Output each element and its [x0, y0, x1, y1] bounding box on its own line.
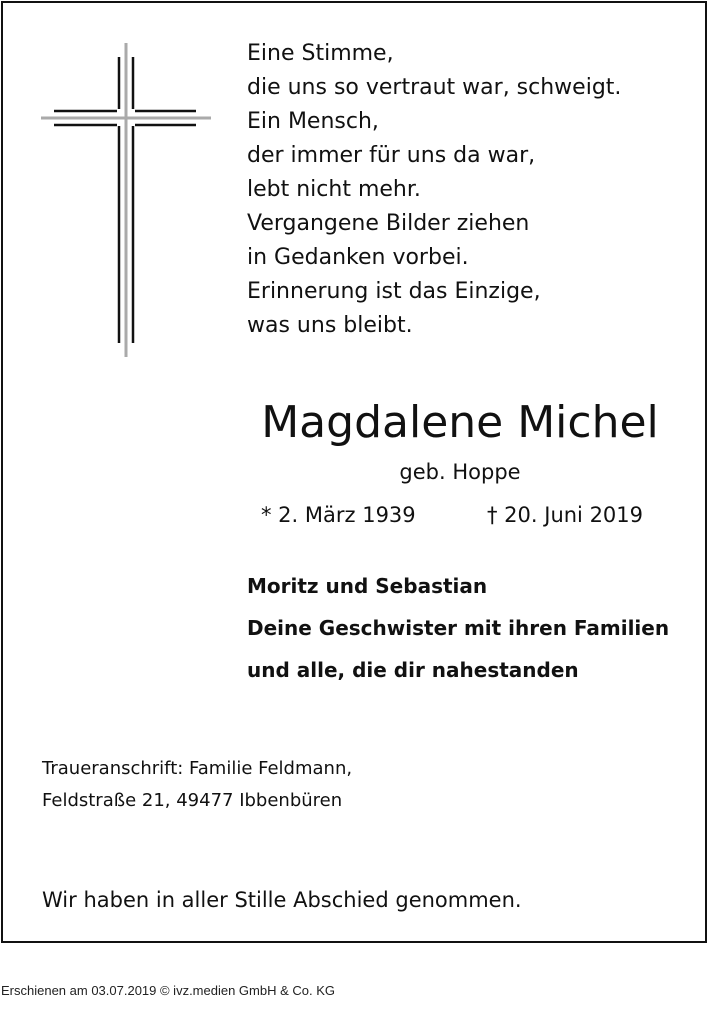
mourner-line: Deine Geschwister mit ihren Familien: [247, 616, 670, 640]
poem-line: Erinnerung ist das Einzige,: [247, 279, 541, 304]
poem-line: in Gedanken vorbei.: [247, 245, 469, 270]
maiden-name: geb. Hoppe: [399, 460, 521, 484]
farewell-note: Wir haben in aller Stille Abschied genommen.: [42, 888, 522, 912]
obituary-frame: [1, 1, 707, 943]
death-date: † 20. Juni 2019: [487, 503, 644, 527]
mourner-line: Moritz und Sebastian: [247, 574, 488, 598]
poem-line: Vergangene Bilder ziehen: [247, 211, 530, 236]
poem-line: was uns bleibt.: [247, 313, 413, 338]
cross-icon: [41, 43, 211, 357]
birth-date: * 2. März 1939: [261, 503, 416, 527]
poem: [247, 37, 621, 343]
poem-line: Ein Mensch,: [247, 109, 379, 134]
poem-line: der immer für uns da war,: [247, 143, 536, 168]
mourning-address: [42, 753, 352, 817]
poem-line: Eine Stimme,: [247, 41, 394, 66]
poem-line: lebt nicht mehr.: [247, 177, 421, 202]
deceased-name: Magdalene Michel: [261, 397, 659, 448]
publication-footer: Erschienen am 03.07.2019 © ivz.medien GmbH & Co. KG: [1, 983, 336, 998]
address-line: Feldstraße 21, 49477 Ibbenbüren: [42, 790, 343, 811]
mourners: [247, 565, 669, 691]
address-line: Traueranschrift: Familie Feldmann,: [42, 758, 353, 779]
poem-line: die uns so vertraut war, schweigt.: [247, 75, 622, 100]
mourner-line: und alle, die dir nahestanden: [247, 658, 579, 682]
